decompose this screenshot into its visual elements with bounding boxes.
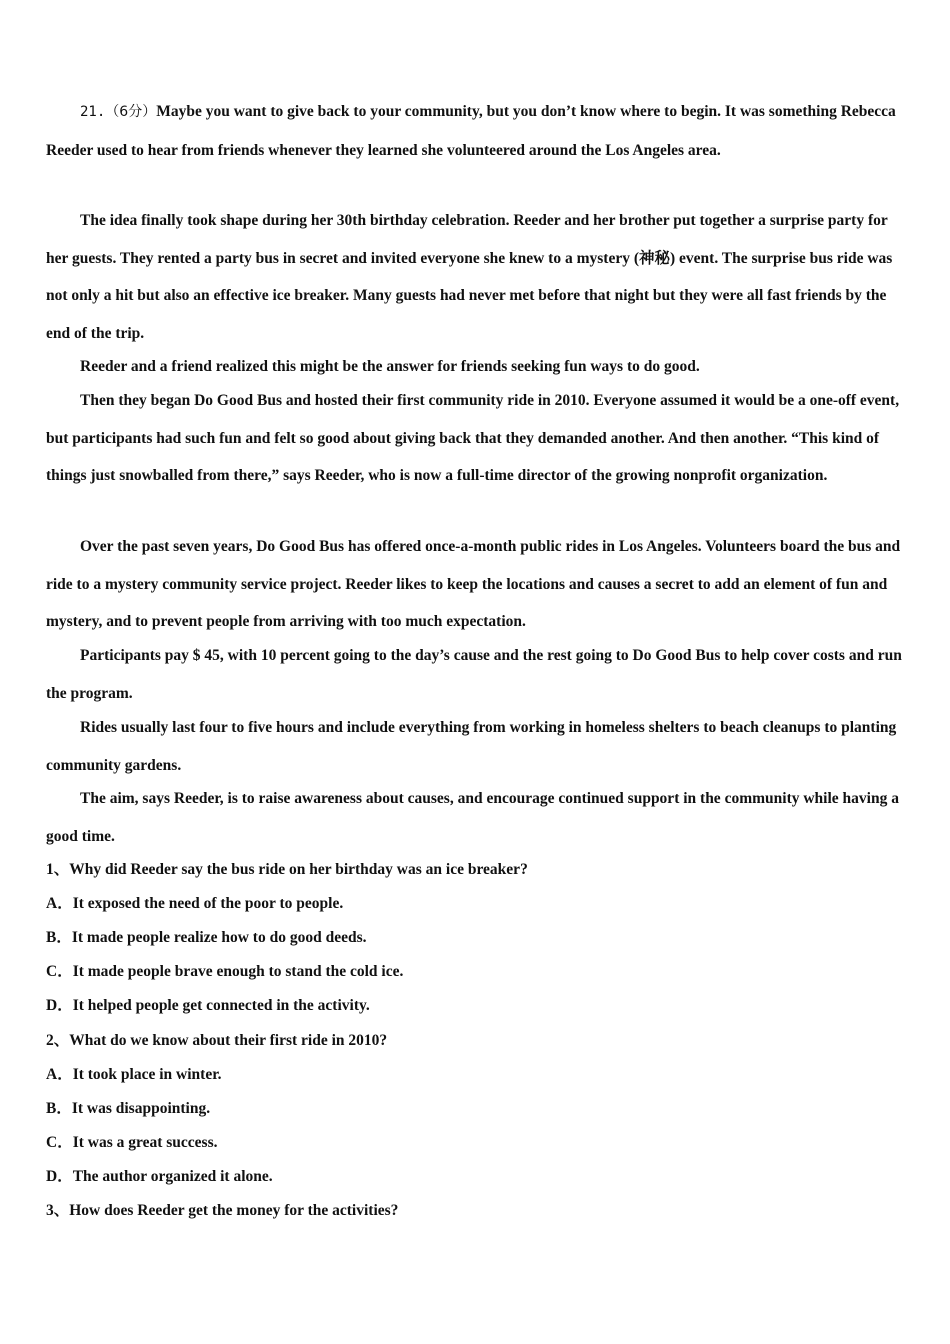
question-score: （6分） [105, 104, 157, 120]
question-1-option-b: B．It made people realize how to do good deeds. [46, 929, 367, 946]
question-2-stem: 2、What do we know about their first ride in 2010? [46, 1032, 388, 1049]
passage-paragraph-7: Rides usually last four to five hours and include everything from working in homeless shelters to beach cleanups to planting community gardens. [46, 719, 897, 774]
question-number: 21. [80, 104, 106, 120]
passage-paragraph-5: Over the past seven years, Do Good Bus has offered once-a-month public rides in Los Angeles. Volunteers board the bus and ride to a mystery community service project. Reeder likes to keep the locations and causes a secret to add an element of fun and mystery, and to prevent people from arriving with too much expectation. [46, 538, 901, 630]
passage-paragraph-1 [46, 93, 906, 169]
passage-paragraph-2: The idea finally took shape during her 30th birthday celebration. Reeder and her brother put together a surprise party for her guests. They rented a party bus in secret and invited everyone she knew to a mystery (神秘) event. The surprise bus ride was not only a hit but also an effective ice breaker. Many guests had never met before that night but they were all fast friends by the end of the trip. [46, 212, 893, 342]
passage-paragraph-6: Participants pay $ 45, with 10 percent going to the day’s cause and the rest going to Do Good Bus to help cover costs and run the program. [46, 647, 902, 702]
question-1-option-a: A．It exposed the need of the poor to people. [46, 895, 344, 912]
question-1-option-c: C．It made people brave enough to stand the cold ice. [46, 963, 404, 980]
passage-paragraph-3: Reeder and a friend realized this might be the answer for friends seeking fun ways to do good. [80, 358, 700, 375]
passage-paragraph-8: The aim, says Reeder, is to raise awareness about causes, and encourage continued support in the community while having a good time. [46, 790, 899, 845]
question-2-option-a: A．It took place in winter. [46, 1066, 222, 1083]
paragraph-text: Maybe you want to give back to your community, but you don’t know where to begin. It was something Rebecca Reeder used to hear from friends whenever they learned she volunteered around the Los Angeles area. [46, 103, 896, 159]
question-1-stem: 1、Why did Reeder say the bus ride on her birthday was an ice breaker? [46, 861, 528, 878]
question-2-option-c: C．It was a great success. [46, 1134, 218, 1151]
question-2-option-b: B．It was disappointing. [46, 1100, 211, 1117]
question-1-option-d: D．It helped people get connected in the activity. [46, 997, 370, 1014]
passage-paragraph-4: Then they began Do Good Bus and hosted their first community ride in 2010. Everyone assumed it would be a one-off event, but participants had such fun and felt so good about giving back that they demanded another. And then another. “This kind of things just snowballed from there,” says Reeder, who is now a full-time director of the growing nonprofit organization. [46, 392, 900, 484]
question-2-option-d: D．The author organized it alone. [46, 1168, 273, 1185]
question-3-stem: 3、How does Reeder get the money for the activities? [46, 1202, 399, 1219]
